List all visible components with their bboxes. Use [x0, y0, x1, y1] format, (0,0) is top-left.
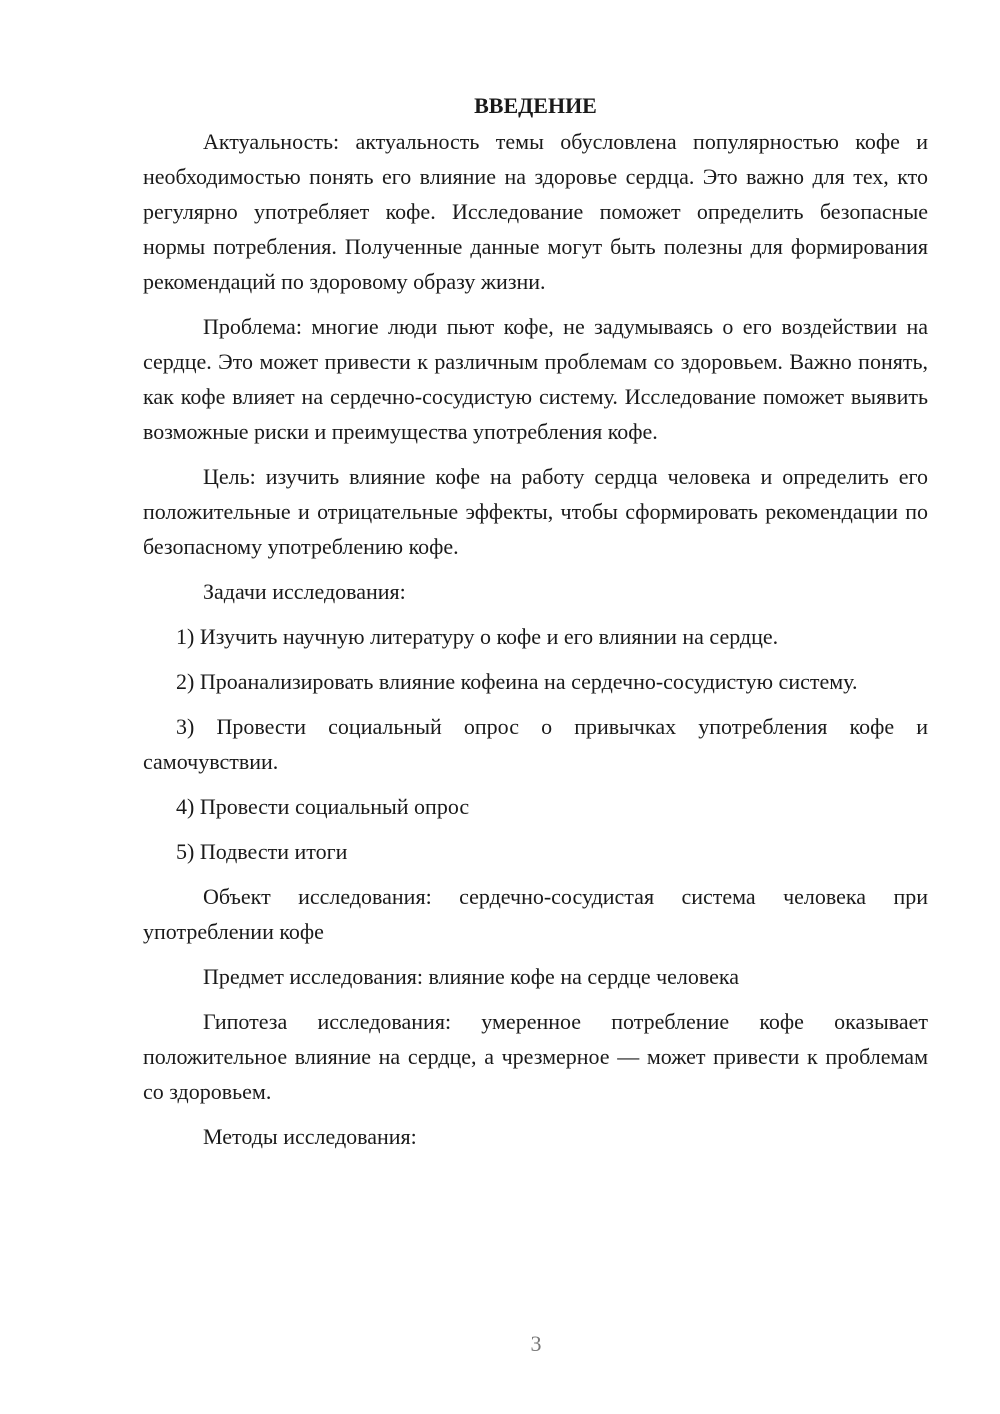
hypothesis-paragraph: Гипотеза исследования: умеренное потребление кофе оказывает положительное влияние на сердце, а чрезмерное — может привести к проблемам со здоровьем.: [143, 1009, 928, 1104]
document-page: [143, 88, 928, 1164]
task-item: 1) Изучить научную литературу о кофе и его влиянии на сердце.: [176, 624, 779, 649]
task-item: 2) Проанализировать влияние кофеина на сердечно-сосудистую систему.: [176, 669, 858, 694]
page-number: 3: [530, 1331, 542, 1356]
tasks-heading: Задачи исследования:: [203, 579, 406, 604]
problem-paragraph: Проблема: многие люди пьют кофе, не задумываясь о его воздействии на сердце. Это может привести к различным проблемам со здоровьем. Важно понять, как кофе влияет на сердечно-сосудистую систему. Исследование поможет выявить возможные риски и преимущества употребления кофе.: [143, 314, 928, 444]
relevance-paragraph: Актуальность: актуальность темы обусловлена популярностью кофе и необходимостью понять его влияние на здоровье сердца. Это важно для тех, кто регулярно употребляет кофе. Исследование поможет определить безопасные нормы потребления. Полученные данные могут быть полезны для формирования рекомендаций по здоровому образу жизни.: [143, 129, 928, 294]
methods-heading: Методы исследования:: [203, 1124, 417, 1149]
goal-paragraph: Цель: изучить влияние кофе на работу сердца человека и определить его положительные и отрицательные эффекты, чтобы сформировать рекомендации по безопасному употреблению кофе.: [143, 464, 928, 559]
object-paragraph: Объект исследования: сердечно-сосудистая система человека при употреблении кофе: [143, 884, 928, 944]
task-item: 3) Провести социальный опрос о привычках употребления кофе и самочувствии.: [143, 714, 928, 774]
task-item: 4) Провести социальный опрос: [176, 794, 470, 819]
task-item: 5) Подвести итоги: [176, 839, 348, 864]
subject-paragraph: Предмет исследования: влияние кофе на сердце человека: [203, 964, 740, 989]
section-title: ВВЕДЕНИЕ: [474, 93, 597, 118]
